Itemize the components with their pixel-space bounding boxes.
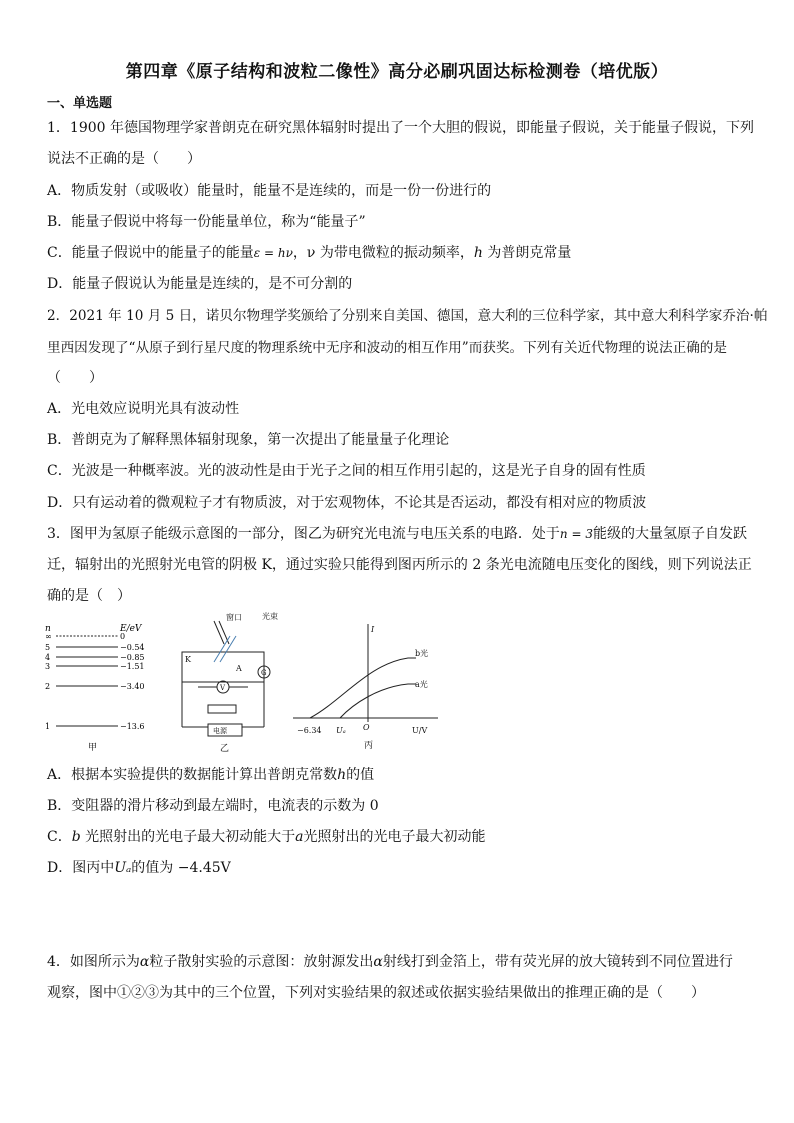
q3-option-a-prefix: A．根据本实验提供的数据能计算出普朗克常数 xyxy=(47,767,338,783)
section-heading: 一、单选题 xyxy=(47,96,113,111)
q3-option-c-suffix: 光照射出的光电子最大初动能 xyxy=(303,829,486,845)
q3-option-d-suffix: 的值为 −4.45V xyxy=(131,860,231,876)
q3-stem-prefix: 3．图甲为氢原子能级示意图的一部分，图乙为研究光电流与电压关系的电路．处于 xyxy=(47,526,560,542)
q2-option-d: D．只有运动着的微观粒子才有物质波，对于宏观物体，不论其是否运动，都没有相对应的物质波 xyxy=(47,495,647,511)
levels-header-n: n xyxy=(45,624,51,634)
energy-level-e: −13.6 xyxy=(120,722,145,731)
energy-level-n: 2 xyxy=(45,682,51,691)
energy-formula: ε = hν xyxy=(253,246,293,260)
voltage-axis-label: U/V xyxy=(412,726,428,735)
b-symbol: b xyxy=(71,829,81,845)
q4-stem-middle: 粒子散射实验的示意图：放射源发出 xyxy=(149,954,374,970)
current-axis-label: I xyxy=(371,625,375,634)
planck-symbol: h xyxy=(337,767,347,783)
q3-figure xyxy=(38,612,458,762)
b-light-curve xyxy=(310,658,416,718)
caption-jia: 甲 xyxy=(88,743,98,753)
q2-stem-line-2: 里西因发现了“从原子到行星尺度的物理系统中无序和波动的相互作用”而获奖。下列有关近代物理的说法正确的是 xyxy=(47,340,727,356)
q3-stem-line-2: 迁，辐射出的光照射光电管的阴极 K，通过实验只能得到图丙所示的 2 条光电流随电压变化的图线，则下列说法正 xyxy=(47,557,752,573)
circuit-diagram xyxy=(182,621,270,736)
q3-option-c xyxy=(47,826,486,846)
ua-symbol: Uₐ xyxy=(114,860,132,876)
q3-option-a xyxy=(47,764,374,784)
q2-stem-line-3: （ ） xyxy=(47,370,103,386)
rheostat xyxy=(208,705,236,713)
q4-stem-line-1 xyxy=(47,951,733,971)
energy-level-n: 3 xyxy=(45,662,51,671)
q1-stem-line-1: 1．1900 年德国物理学家普朗克在研究黑体辐射时提出了一个大胆的假说，即能量子假说，关于能量子假说，下列 xyxy=(47,120,754,136)
q1-option-d: D．能量子假说认为能量是连续的，是不可分割的 xyxy=(47,276,353,292)
q2-option-c: C．光波是一种概率波。光的波动性是由于光子之间的相互作用引起的，这是光子自身的固有性质 xyxy=(47,463,646,479)
a-symbol: a xyxy=(295,829,304,845)
energy-level-diagram xyxy=(45,624,145,753)
energy-level-e: −0.85 xyxy=(120,653,145,662)
caption-bing: 丙 xyxy=(364,741,374,751)
q2-stem-line-1: 2．2021 年 10 月 5 日，诺贝尔物理学奖颁给了分别来自美国、德国，意大利的三位科学家，其中意大利科学家乔治·帕 xyxy=(47,308,768,324)
energy-level-e: −3.40 xyxy=(120,682,145,691)
q4-stem-suffix: 射线打到金箔上，带有荧光屏的放大镜转到不同位置进行 xyxy=(382,954,733,970)
q1-option-c xyxy=(47,242,571,262)
beam-label: 光束 xyxy=(262,612,278,621)
q4-stem-line-2: 观察，图中①②③为其中的三个位置，下列对实验结果的叙述或依据实验结果做出的推理正确的是（ ） xyxy=(47,985,705,1001)
galvanometer-label: G xyxy=(261,669,267,677)
q2-option-b: B．普朗克为了解释黑体辐射现象，第一次提出了能量量子化理论 xyxy=(47,432,450,448)
q1-option-a: A．物质发射（或吸收）能量时，能量不是连续的，而是一份一份进行的 xyxy=(47,183,492,199)
q3-stem-line-3: 确的是（ ） xyxy=(47,588,131,604)
q1-option-c-prefix: C．能量子假说中的能量子的能量 xyxy=(47,245,254,261)
q3-option-b: B．变阻器的滑片移动到最左端时，电流表的示数为 0 xyxy=(47,798,379,814)
window-label: 窗口 xyxy=(226,613,242,622)
caption-yi: 乙 xyxy=(220,744,230,754)
q3-option-c-letter: C． xyxy=(47,829,72,845)
level-n3: n = 3 xyxy=(559,527,593,541)
energy-level-n: ∞ xyxy=(45,632,52,641)
planck-symbol: h xyxy=(473,245,483,261)
q3-stem-suffix: 能级的大量氢原子自发跃 xyxy=(592,526,747,542)
iv-graph xyxy=(293,624,438,751)
x-tick-left: −6.34 xyxy=(297,726,322,735)
energy-level-n: 1 xyxy=(45,722,51,731)
q1-stem-line-2: 说法不正确的是（ ） xyxy=(47,151,201,167)
q1-option-c-middle: ，ν 为带电微粒的振动频率， xyxy=(292,245,474,261)
q1-option-c-suffix: 为普朗克常量 xyxy=(482,245,572,261)
q2-option-a: A．光电效应说明光具有波动性 xyxy=(47,401,240,417)
cathode-label: K xyxy=(185,655,191,664)
alpha-symbol: α xyxy=(139,954,150,970)
alpha-symbol-2: α xyxy=(373,954,383,970)
energy-level-n: 5 xyxy=(45,643,51,652)
power-label: 电源 xyxy=(213,727,227,735)
q3-option-d xyxy=(47,857,231,877)
energy-level-e: −0.54 xyxy=(120,643,145,652)
a-light-label: a光 xyxy=(415,680,428,689)
energy-level-e: 0 xyxy=(120,632,126,641)
q3-stem-line-1 xyxy=(47,523,747,543)
q3-option-c-middle: 光照射出的光电子最大初动能大于 xyxy=(80,829,296,845)
q1-option-b: B．能量子假说中将每一份能量单位，称为“能量子” xyxy=(47,214,366,230)
ua-tick: Uₐ xyxy=(336,726,346,735)
energy-level-n: 4 xyxy=(45,653,51,662)
a-light-curve xyxy=(340,684,416,718)
q3-option-a-suffix: 的值 xyxy=(346,767,375,783)
q3-figure-svg xyxy=(38,612,458,762)
page-title: 第四章《原子结构和波粒二像性》高分必刷巩固达标检测卷（培优版） xyxy=(125,62,669,82)
b-light-label: b光 xyxy=(415,649,429,658)
voltmeter-label: V xyxy=(220,684,226,692)
q3-option-d-prefix: D．图丙中 xyxy=(47,860,115,876)
origin-label: O xyxy=(363,723,370,732)
energy-level-e: −1.51 xyxy=(120,662,145,671)
anode-label: A xyxy=(236,664,242,673)
q4-stem-prefix: 4．如图所示为 xyxy=(47,954,140,970)
levels-header-e: E/eV xyxy=(120,624,142,634)
